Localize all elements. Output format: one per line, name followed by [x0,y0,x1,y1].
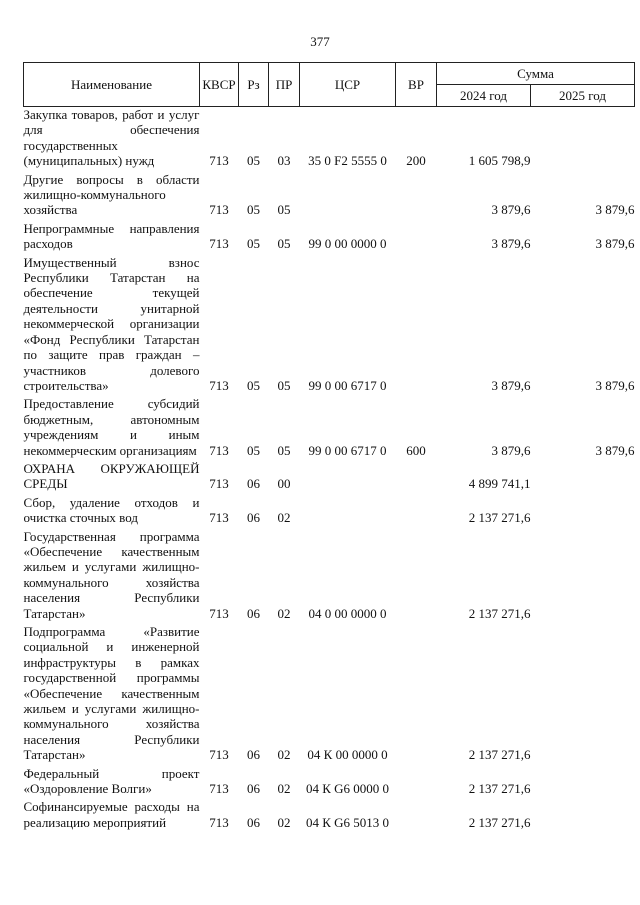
row-rz: 05 [247,377,260,393]
header-sum: Сумма [437,63,635,85]
row-sum-2025 [531,107,635,172]
row-name: Закупка товаров, работ и услуг для обеспечения государственных (муниципальных) нужд [23,107,200,169]
row-sum-2025: 3 879,6 [595,202,635,218]
row-csr: 99 0 00 6717 0 [308,377,387,393]
row-name: Предоставление субсидий бюджетным, автономным учреждениям и иным некоммерческим организациям [23,396,200,458]
row-csr: 04 К G6 0000 0 [305,781,390,797]
row-csr [300,461,396,495]
row-rz: 06 [247,510,260,526]
table-row [24,799,635,833]
header-name: Наименование [24,63,200,107]
header-kvsr: КВСР [200,63,239,107]
row-name: Софинансируемые расходы на реализацию мероприятий [23,799,200,830]
row-kvsr: 713 [209,476,229,492]
row-sum-2024: 2 137 271,6 [468,781,531,797]
table-row [24,495,635,529]
row-sum-2024: 3 879,6 [491,202,531,218]
table-row [24,766,635,800]
header-rz: Рз [239,63,269,107]
row-name: Сбор, удаление отходов и очистка сточных вод [23,494,200,526]
row-vr [396,624,437,766]
row-kvsr: 713 [209,605,229,621]
row-sum-2025 [531,799,635,833]
header-year-2025: 2025 год [531,85,635,107]
row-kvsr: 713 [209,510,229,526]
row-kvsr: 713 [209,236,229,252]
row-rz: 06 [247,781,260,797]
row-kvsr: 713 [209,202,229,218]
row-name: Непрограммные направления расходов [23,220,200,252]
row-name: Другие вопросы в области жилищно-коммунального хозяйства [23,171,200,218]
row-kvsr: 713 [209,781,229,797]
row-rz: 05 [247,442,260,458]
header-vr: ВР [396,63,437,107]
row-pr: 02 [277,781,291,797]
row-vr [396,461,437,495]
row-csr: 35 0 F2 5555 0 [308,153,387,169]
row-rz: 06 [247,814,260,830]
row-csr: 04 К G6 5013 0 [305,814,390,830]
row-kvsr: 713 [209,442,229,458]
page-number: 377 [310,34,330,49]
table-header [24,63,635,107]
table-row [24,255,635,397]
table-row [24,461,635,495]
row-rz: 05 [247,153,260,169]
row-sum-2024: 3 879,6 [491,442,531,458]
row-name: Подпрограмма «Развитие социальной и инженерной инфраструктуры в рамках государственной программы «Обеспечение качественным жильем и услугами жилищно-коммунального хозяйства населения Республики Татарстан» [23,624,200,763]
row-rz: 05 [247,236,260,252]
row-sum-2025: 3 879,6 [595,236,635,252]
row-rz: 05 [247,202,260,218]
row-kvsr: 713 [209,747,229,763]
row-sum-2025 [531,766,635,800]
table-row [24,529,635,624]
row-pr: 05 [277,236,291,252]
row-kvsr: 713 [209,377,229,393]
row-pr: 02 [277,510,291,526]
row-vr: 200 [406,153,426,169]
table-body [24,107,635,834]
row-sum-2024: 2 137 271,6 [468,510,531,526]
row-pr: 05 [277,377,291,393]
row-pr: 02 [277,605,291,621]
row-pr: 05 [277,442,291,458]
row-sum-2025: 3 879,6 [595,377,635,393]
row-rz: 06 [247,747,260,763]
row-sum-2025 [531,461,635,495]
row-csr: 99 0 00 6717 0 [308,442,387,458]
row-name: Государственная программа «Обеспечение качественным жильем и услугами жилищно-коммунального хозяйства населения Республики Татарстан» [23,528,200,621]
row-rz: 06 [247,605,260,621]
row-sum-2025 [531,624,635,766]
row-vr [396,799,437,833]
row-csr [300,172,396,221]
row-pr: 02 [277,747,291,763]
row-vr: 600 [406,442,426,458]
row-sum-2024: 3 879,6 [491,377,531,393]
row-kvsr: 713 [209,153,229,169]
row-csr: 04 К 00 0000 0 [307,747,388,763]
table-row [24,221,635,255]
row-sum-2024: 2 137 271,6 [468,747,531,763]
row-pr: 03 [277,153,291,169]
row-vr [396,255,437,397]
row-csr: 04 0 00 0000 0 [308,605,387,621]
row-kvsr: 713 [209,814,229,830]
table-row [24,624,635,766]
row-sum-2024: 1 605 798,9 [468,153,531,169]
row-name: Имущественный взнос Республики Татарстан на обеспечение текущей деятельности унитарной некоммерческой организации «Фонд Республики Татарстан по защите прав граждан – участников долевого строительства» [23,254,200,393]
row-sum-2025 [531,495,635,529]
row-vr [396,495,437,529]
row-pr: 05 [277,202,291,218]
row-sum-2024: 2 137 271,6 [468,814,531,830]
header-year-2024: 2024 год [437,85,531,107]
row-name: ОХРАНА ОКРУЖАЮЩЕЙ СРЕДЫ [23,460,200,492]
row-vr [396,172,437,221]
row-sum-2024: 3 879,6 [491,236,531,252]
table-row [24,172,635,221]
table-row [24,107,635,172]
row-rz: 06 [247,476,260,492]
row-sum-2024: 4 899 741,1 [468,476,531,492]
row-csr [300,495,396,529]
row-vr [396,766,437,800]
header-csr: ЦСР [300,63,396,107]
table-row [24,396,635,461]
row-pr: 00 [277,476,291,492]
budget-table [23,62,635,833]
header-pr: ПР [269,63,300,107]
row-name: Федеральный проект «Оздоровление Волги» [23,765,200,797]
row-sum-2025 [531,529,635,624]
row-vr [396,529,437,624]
row-sum-2025: 3 879,6 [595,442,635,458]
row-csr: 99 0 00 0000 0 [308,236,387,252]
row-pr: 02 [277,814,291,830]
row-sum-2024: 2 137 271,6 [468,605,531,621]
row-vr [396,221,437,255]
